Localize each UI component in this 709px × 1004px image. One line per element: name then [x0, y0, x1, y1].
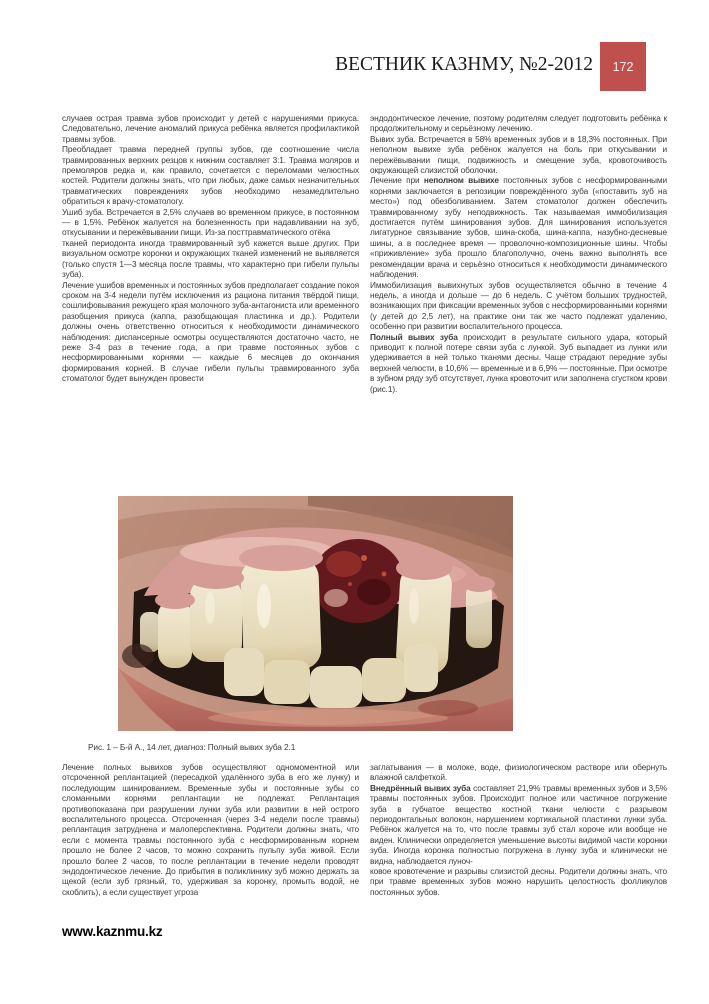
text-run: Преобладает травма передней группы зубов, где соотношение числа травмированных верхних резцов к нижним составляет 3:1. Травма моляров и премоляров редка и, как правило, сочетается с переломами челюстных костей. Родители должны знать, что при любых, даже самых незначительных травматических повреждениях зубов необходимо незамедлительно обратиться к врачу-стоматологу.: [62, 144, 359, 207]
text-run: Лечение полных вывихов зубов осуществляют одномоментной или отсроченной реплантацией (пересадкой удалённого зуба в его же лунку) и последующим шинированием. Временные зубы и постоянные зубы со сломанными корнями реплантации не подлежат. Реплантация противопоказана при разрушении лунки зуба или развитии в ней острого воспалительного процесса. Отсроченная (через 3-4 недели после травмы) реплантация затруднена и малоперспективна. Родители должны знать, что если с момента травмы постоянного зуба с несформированным корнем прошло не более 2 часов, то можно сохранить пульпу зуба живой. Если прошло более 2 часов, то после реплантации в течение недели проводят эндодонтическое лечение. До прибытия в поликлинику зуб можно держать за щекой (если зуб грязный, то, удерживая за коронку, промыть водой, не скоблить), а если существует угроза: [62, 762, 359, 897]
text-run: Лечение ушибов временных и постоянных зубов предполагает создание покоя сроком на 3-4 недели путём исключения из рациона питания твёрдой пищи, сошлифовывания режущего края молочного зуба-антагониста или временного разобщения прикуса (каппа, разобщающая пластинка и др.). Родители должны очень ответственно относиться к необходимости динамического наблюдения: диспансерные осмотры осуществляются достаточно часто, не реже 3-4 раз в течение года, а при травме постоянных зубов с несформированными корнями — каждые 6 месяцев до окончания формирования корней. В случае гибели пульпы травмированного зуба стоматолог будет вынужден провести: [62, 279, 359, 384]
paragraph: [62, 144, 359, 206]
paragraph: [370, 762, 667, 783]
bold-text-run: Полный вывих зуба: [370, 331, 458, 342]
bottom-text-columns: [62, 762, 667, 897]
paragraph: [62, 762, 359, 897]
text-run: Ушиб зуба. Встречается в 2,5% случаев во временном прикусе, в постоянном — в 1,5%. Ребёнок жалуется на болезненность при надавливании на зуб, откусывании и пережёвывании пищи. Из-за посттравматического отёка: [62, 206, 359, 238]
paragraph: [370, 280, 667, 332]
paragraph: [62, 113, 359, 144]
paragraph: [370, 866, 667, 897]
clinical-photo: [118, 496, 513, 731]
paragraph: [370, 175, 667, 279]
column-top-right: [370, 113, 667, 394]
text-run: Вывих зуба. Встречается в 58% временных зубов и в 18,3% постоянных. При неполном вывихе зуба ребёнок жалуется на боль при откусывании и пережёвывании пищи, подвижность и смещение зуба, кровоточивость окружающей слизистой оболочки.: [370, 133, 667, 176]
paragraph: [62, 280, 359, 384]
figure-1: [118, 496, 513, 731]
paragraph: [370, 113, 667, 134]
paragraph: [62, 238, 359, 280]
paragraph: [370, 783, 667, 866]
paragraph: [62, 207, 359, 238]
text-run: заглатывания — в молоке, воде, физиологическом растворе или обернуть влажной салфеткой.: [370, 762, 667, 783]
text-run: случаев острая травма зубов происходит у детей с нарушениями прикуса. Следовательно, лечение аномалий прикуса ребёнка является профилактикой травмы зубов.: [62, 113, 359, 144]
journal-title: ВЕСТНИК КАЗНМУ, №2-2012: [335, 54, 593, 75]
paragraph: [370, 332, 667, 394]
text-run: составляет 21,9% травмы временных зубов и 3,5% травмы постоянных зубов. Происходит полное или частичное погружение зуба в губчатое вещество костной ткани челюсти с разрывом периодонтальных волокон, нарушением кортикальной пластинки лунки зуба. Ребёнок жалуется на то, что после травмы зуб стал короче или вообще не виден. Клинически определяется уменьшение высоты видимой части коронки зуба. Иногда коронка полностью погружена в лунку зуба и клинически не видна, наблюдается луноч-: [370, 782, 667, 866]
text-run: происходит в результате сильного удара, который приводит к полной потере связи зуба с лункой. Зуб выпадает из лунки или удерживается в ней только тканями десны. Чаще страдают передние зубы верхней челюсти, в 10,6% — временные и в 6,9% — постоянные. При осмотре в зубном ряду зуб отсутствует, лунка кровоточит или заполнена сгустком крови (рис.1).: [370, 331, 667, 394]
paragraph: [370, 134, 667, 176]
text-run: ковое кровотечение и разрывы слизистой десны. Родители должны знать, что при травме временных зубов можно нарушить целостность фолликулов постоянных зубов.: [370, 866, 667, 897]
text-run: постоянных зубов с несформированными корнями заключается в репозиции повреждённого зуба («поставить зуб на место») под обезболиванием. Затем стоматолог должен обеспечить травмированному зубу неподвижность. Так называемая иммобилизация достигается путём шинирования зубов. Для шинирования используется лигатурное связывание зубов, шина-скоба, шина-каппа, назубно-десневые шины, а в последнее время — проволочно-композиционные шины. Чтобы «приживление» зуба прошло благополучно, очень важно выполнять все рекомендации врача и серьёзно относиться к необходимости динамического наблюдения.: [370, 175, 667, 280]
bold-text-run: неполном вывихе: [423, 175, 499, 186]
figure-caption: Рис. 1 – Б-й А., 14 лет, диагноз: Полный вывих зуба 2.1: [88, 742, 296, 752]
page-number-badge: [600, 42, 646, 91]
bold-text-run: Внедрённый вывих зуба: [370, 782, 471, 793]
text-run: Лечение при: [370, 175, 424, 186]
text-run: тканей периодонта иногда травмированный зуб кажется выше других. При визуальном осмотре коронки и окружающих тканей изменений не выявляется (только спустя 1—3 месяца после травмы, что характерно при гибели пульпы зуба).: [62, 237, 359, 280]
top-text-columns: [62, 113, 667, 394]
column-top-left: [62, 113, 359, 394]
text-run: Иммобилизация вывихнутых зубов осуществляется обычно в течение 4 недель, а иногда и дольше — до 6 недель. С учётом больших трудностей, возникающих при фиксации временных зубов с несформированными корнями (у детей до 2,5 лет), на практике они так же часто подлежат удалению, особенно при развитии воспалительного процесса.: [370, 279, 667, 332]
journal-website-url[interactable]: www.kaznmu.kz: [62, 924, 163, 939]
column-bottom-left: [62, 762, 359, 897]
text-run: эндодонтическое лечение, поэтому родителям следует подготовить ребёнка к продолжительному и серьёзному лечению.: [370, 113, 667, 134]
page-number: 172: [612, 59, 634, 74]
column-bottom-right: [370, 762, 667, 897]
